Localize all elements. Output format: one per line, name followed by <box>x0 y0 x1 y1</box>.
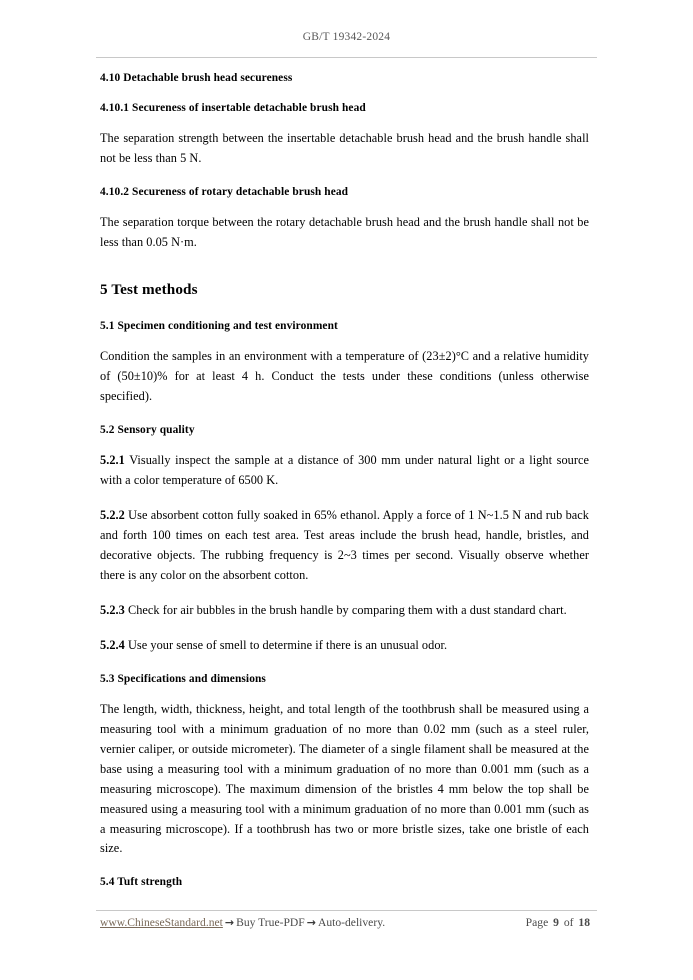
clause-text-5-2-4: Use your sense of smell to determine if there is an unusual odor. <box>127 637 448 652</box>
heading-clause-5: 5 Test methods <box>100 281 198 299</box>
paragraph-4-10-1: The separation strength between the insertable detachable brush head and the brush handle shall not be less than 5 N. <box>100 131 589 165</box>
paragraph-5-2-3 <box>100 601 589 621</box>
total-page-count: 18 <box>578 916 590 929</box>
clause-number-5-2-1: 5.2.1 <box>100 453 125 468</box>
of-word-label: of <box>563 916 574 929</box>
heading-4-10-2: 4.10.2 Secureness of rotary detachable brush head <box>100 185 349 198</box>
clause-number-5-2-4: 5.2.4 <box>100 637 125 652</box>
document-body <box>100 70 589 904</box>
running-header: GB/T 19342-2024 <box>302 31 391 43</box>
website-link[interactable]: www.ChineseStandard.net <box>100 916 223 929</box>
current-page-number: 9 <box>553 916 559 929</box>
heading-5-3: 5.3 Specifications and dimensions <box>100 672 266 685</box>
page-footer <box>100 916 592 929</box>
heading-5-4: 5.4 Tuft strength <box>100 876 183 889</box>
paragraph-4-10-2: The separation torque between the rotary detachable brush head and the brush handle shall not be less than 0.05 N·m. <box>100 215 589 250</box>
paragraph-5-2-4 <box>100 636 589 656</box>
heading-4-10-1: 4.10.1 Secureness of insertable detachable brush head <box>100 101 366 114</box>
heading-5-2: 5.2 Sensory quality <box>100 423 195 436</box>
paragraph-5-3: The length, width, thickness, height, and total length of the toothbrush shall be measured using a measuring tool with a minimum graduation of no more than 0.02 mm (such as a steel ruler, vernier caliper, or outside micrometer). The diameter of a single filament shall be measured at the base using a measuring tool with a minimum graduation of no more than 0.001 mm (such as a measuring microscope). The maximum dimension of the bristles 4 mm below the top shall be measured using a measuring tool with a minimum graduation of no more than 0.001 mm (such as a measuring microscope). If a toothbrush has two or more bristle sizes, take one bristle of each size. <box>100 702 589 856</box>
heading-4-10: 4.10 Detachable brush head secureness <box>100 72 293 84</box>
page-indicator <box>526 916 592 929</box>
clause-text-5-2-1: Visually inspect the sample at a distance of 300 mm under natural light or a light source with a color temperature of 6500 K. <box>100 453 589 488</box>
footer-offer-label: Buy True-PDF <box>236 916 305 929</box>
clause-text-5-2-3: Check for air bubbles in the brush handle by comparing them with a dust standard chart. <box>127 602 567 617</box>
arrow-right-icon: → <box>224 916 235 929</box>
paragraph-5-1: Condition the samples in an environment with a temperature of (23±2)°C and a relative humidity of (50±10)% for at least 4 h. Conduct the tests under these conditions (unless otherwise specified). <box>100 349 589 403</box>
page-word-label: Page <box>525 916 549 929</box>
heading-5-1: 5.1 Specimen conditioning and test environment <box>100 319 338 332</box>
clause-text-5-2-2: Use absorbent cotton fully soaked in 65% ethanol. Apply a force of 1 N~1.5 N and rub back and forth 100 times on each test area. Test areas include the brush head, handle, bristles, and decorative objects. The rubbing frequency is 2~3 times per second. Visually observe whether there is any color on the absorbent cotton. <box>100 508 589 582</box>
paragraph-5-2-1 <box>100 451 589 491</box>
footer-promo <box>100 916 385 929</box>
footer-divider <box>96 910 597 911</box>
clause-number-5-2-2: 5.2.2 <box>100 508 125 523</box>
footer-delivery-label: Auto-delivery. <box>317 916 386 929</box>
clause-number-5-2-3: 5.2.3 <box>100 602 125 617</box>
arrow-right-icon-2: → <box>306 916 316 929</box>
paragraph-5-2-2 <box>100 506 589 586</box>
header-divider <box>96 57 597 58</box>
